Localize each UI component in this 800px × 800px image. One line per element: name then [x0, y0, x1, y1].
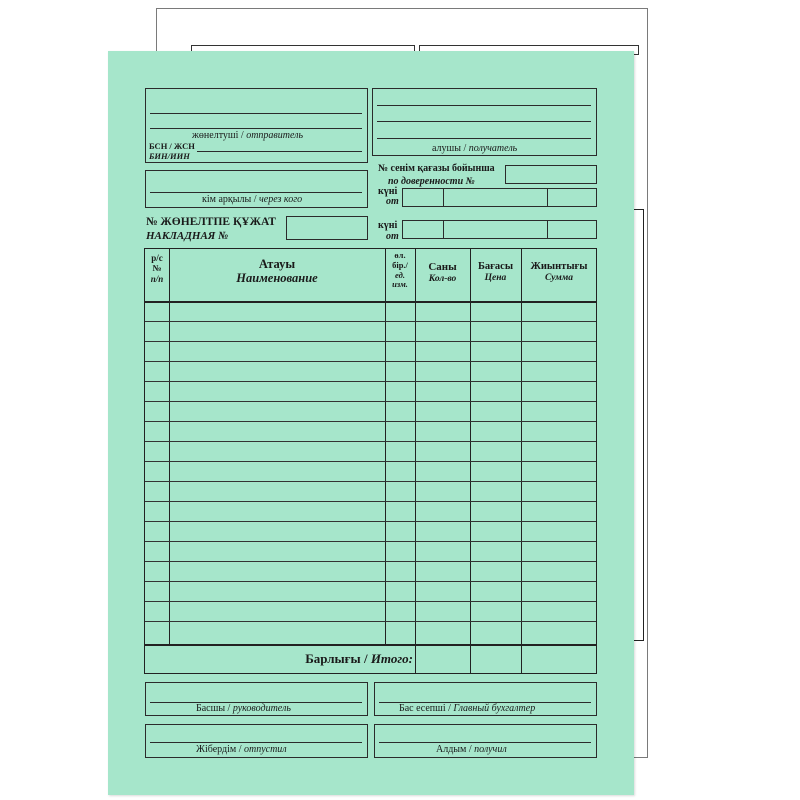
invoice-title-kz: № ЖӨНЕЛТПЕ ҚҰЖАТ — [146, 216, 276, 228]
head-signature-label: Басшы / руководитель — [196, 703, 291, 714]
accountant-signature-label: Бас есепші / Главный бухгалтер — [399, 703, 536, 714]
table-row[interactable] — [145, 581, 596, 582]
proxy-date-label-kz: күні — [378, 186, 398, 197]
total-label: Барлығы / Итого: — [305, 651, 413, 666]
proxy-year-field[interactable] — [547, 188, 597, 207]
recipient-line-1 — [377, 105, 591, 106]
sender-line-2 — [150, 128, 362, 129]
sender-line-1 — [150, 113, 362, 114]
invoice-number-field[interactable] — [286, 216, 368, 240]
table-row[interactable] — [145, 461, 596, 462]
released-signature-line[interactable] — [150, 742, 362, 743]
table-row[interactable] — [145, 561, 596, 562]
table-row[interactable] — [145, 341, 596, 342]
header-row-number: р/с № п/п — [150, 253, 164, 284]
proxy-day-field[interactable] — [402, 188, 444, 207]
invoice-year-field[interactable] — [547, 220, 597, 239]
table-row[interactable] — [145, 381, 596, 382]
invoice-month-field[interactable] — [443, 220, 548, 239]
header-name: Атауы Наименование — [236, 257, 318, 286]
proxy-month-field[interactable] — [443, 188, 548, 207]
via-label: кім арқылы / через кого — [202, 194, 303, 205]
back-table-edge — [633, 209, 644, 641]
received-signature-line[interactable] — [379, 742, 591, 743]
table-row[interactable] — [145, 521, 596, 522]
table-row[interactable] — [145, 441, 596, 442]
recipient-line-3 — [377, 138, 591, 139]
proxy-date-label-ru: от — [386, 196, 399, 207]
sender-bin-label-1: БСН / ЖСН — [149, 141, 195, 151]
table-row[interactable] — [145, 501, 596, 502]
header-qty: Саны Кол-во — [428, 261, 457, 284]
table-row[interactable] — [145, 361, 596, 362]
table-row[interactable] — [145, 481, 596, 482]
invoice-day-field[interactable] — [402, 220, 444, 239]
sender-bin-line[interactable] — [197, 151, 362, 152]
sender-label: жөнелтуші / отправитель — [192, 130, 304, 141]
header-price: Бағасы Цена — [477, 261, 514, 284]
header-bottom-line — [145, 301, 596, 303]
proxy-number-label-kz: № сенім қағазы бойынша — [378, 163, 495, 174]
released-signature-label: Жібердім / отпустил — [196, 744, 287, 755]
table-row[interactable] — [145, 421, 596, 422]
proxy-number-field[interactable] — [505, 165, 597, 184]
recipient-label: алушы / получатель — [432, 143, 518, 154]
goods-table — [144, 248, 597, 674]
col-divider-2 — [385, 249, 386, 645]
proxy-number-label-ru: по доверенности № — [388, 176, 475, 187]
header-sum: Жиынтығы Сумма — [530, 261, 588, 284]
table-row[interactable] — [145, 601, 596, 602]
table-row[interactable] — [145, 401, 596, 402]
col-divider-1 — [169, 249, 170, 645]
table-row[interactable] — [145, 541, 596, 542]
total-row — [145, 645, 596, 673]
invoice-date-label-ru: от — [386, 231, 399, 242]
received-signature-label: Алдым / получил — [436, 744, 507, 755]
table-row[interactable] — [145, 621, 596, 622]
header-unit: өл. бір./ ед. изм. — [392, 250, 408, 290]
invoice-date-label-kz: күні — [378, 220, 398, 231]
invoice-title-ru: НАКЛАДНАЯ № — [146, 230, 229, 242]
recipient-line-2 — [377, 121, 591, 122]
via-line[interactable] — [150, 192, 362, 193]
table-row[interactable] — [145, 321, 596, 322]
sender-bin-label-2: БИН/ИИН — [149, 151, 190, 161]
